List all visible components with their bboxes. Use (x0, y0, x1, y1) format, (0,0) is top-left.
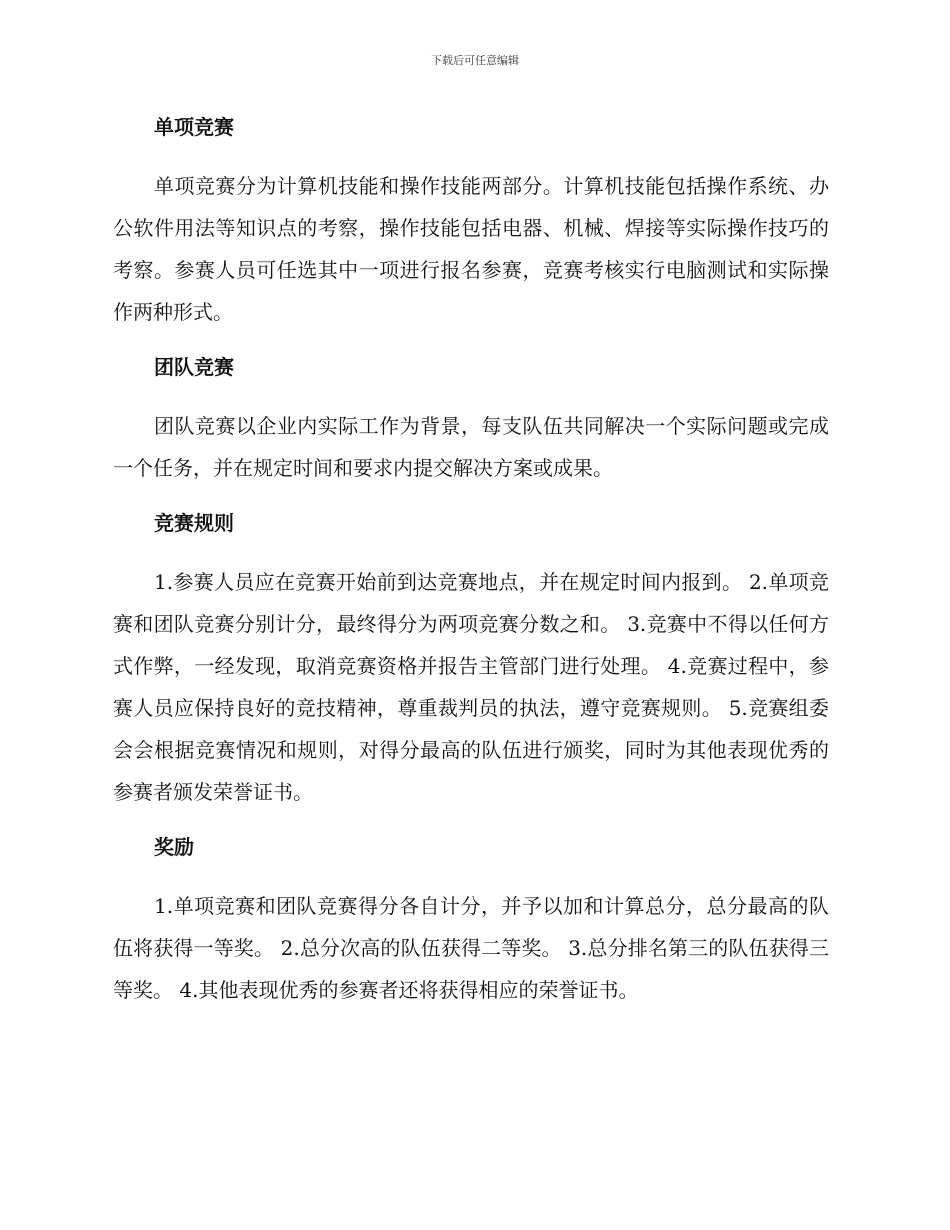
page-header: 下载后可任意编辑 (431, 54, 519, 67)
document-content (113, 109, 829, 1011)
section-heading-individual: 单项竞赛 (154, 115, 234, 139)
section-body-individual: 单项竞赛分为计算机技能和操作技能两部分。计算机技能包括操作系统、办公软件用法等知识点的考察，操作技能包括电器、机械、焊接等实际操作技巧的考察。参赛人员可任选其中一项进行报名参赛，竞赛考核实行电脑测试和实际操作两种形式。 (113, 174, 829, 324)
section-body-team: 团队竞赛以企业内实际工作为背景，每支队伍共同解决一个实际问题或完成一个任务，并在规定时间和要求内提交解决方案或成果。 (113, 414, 829, 480)
section-body-rules: 1.参赛人员应在竞赛开始前到达竞赛地点，并在规定时间内报到。 2.单项竞赛和团队竞赛分别计分，最终得分为两项竞赛分数之和。 3.竞赛中不得以任何方式作弊，一经发现，取消竞赛资格并报告主管部门进行处理。 4.竞赛过程中，参赛人员应保持良好的竞技精神，尊重裁判员的执法，遵守竞赛规则。 5.竞赛组委会会根据竞赛情况和规则，对得分最高的队伍进行颁奖，同时为其他表现优秀的参赛者颁发荣誉证书。 (113, 570, 829, 804)
section-body-awards: 1.单项竞赛和团队竞赛得分各自计分，并予以加和计算总分，总分最高的队伍将获得一等奖。 2.总分次高的队伍获得二等奖。 3.总分排名第三的队伍获得三等奖。 4.其他表现优秀的参赛者还将获得相应的荣誉证书。 (113, 894, 829, 1002)
section-heading-team: 团队竞赛 (154, 355, 234, 379)
section-heading-awards: 奖励 (154, 835, 194, 859)
section-heading-rules: 竞赛规则 (154, 511, 234, 535)
